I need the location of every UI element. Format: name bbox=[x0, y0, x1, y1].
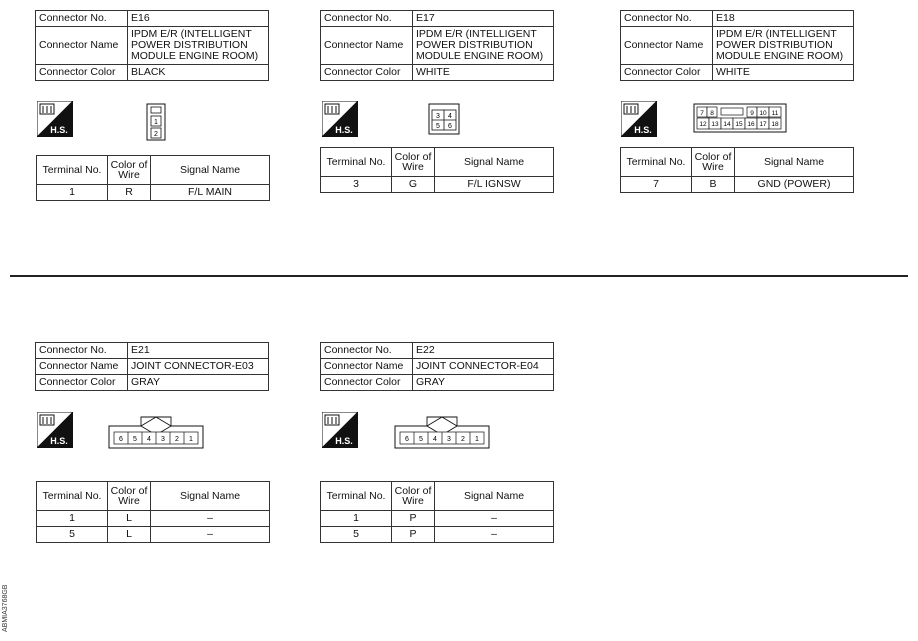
section-divider bbox=[10, 275, 908, 277]
connector-no-label: Connector No. bbox=[321, 343, 413, 359]
connector-no-value: E16 bbox=[128, 11, 269, 27]
terminal-no-header: Terminal No. bbox=[321, 482, 392, 511]
connector-face-e16 bbox=[146, 103, 166, 141]
face-terminal: 2 bbox=[461, 436, 465, 443]
face-terminal: 5 bbox=[436, 123, 440, 130]
connector-face-e21 bbox=[108, 414, 204, 450]
terminal-no-cell: 3 bbox=[321, 177, 392, 193]
terminal-no-cell: 7 bbox=[621, 177, 692, 193]
connector-color-label: Connector Color bbox=[36, 65, 128, 81]
hs-label: H.S. bbox=[335, 125, 353, 135]
terminal-table bbox=[36, 155, 270, 201]
connector-color-value: GRAY bbox=[128, 375, 269, 391]
table-row bbox=[37, 185, 270, 201]
signal-name-cell: F/L MAIN bbox=[151, 185, 270, 201]
connector-no-value: E21 bbox=[128, 343, 269, 359]
connector-info-table bbox=[320, 342, 554, 391]
hs-harness-side-icon bbox=[322, 412, 358, 448]
wire-color-cell: L bbox=[108, 527, 151, 543]
connector-no-value: E18 bbox=[713, 11, 854, 27]
connector-name-value: IPDM E/R (INTELLIGENT POWER DISTRIBUTION MODULE ENGINE ROOM) bbox=[713, 27, 854, 65]
connector-face-e17 bbox=[428, 103, 460, 135]
table-row bbox=[37, 511, 270, 527]
face-terminal: 15 bbox=[735, 121, 743, 128]
signal-name-header: Signal Name bbox=[151, 156, 270, 185]
face-terminal: 1 bbox=[189, 436, 193, 443]
face-terminal: 14 bbox=[723, 121, 731, 128]
table-row bbox=[321, 177, 554, 193]
connector-color-label: Connector Color bbox=[321, 375, 413, 391]
face-terminal: 2 bbox=[175, 436, 179, 443]
face-terminal: 4 bbox=[448, 113, 452, 120]
connector-no-label: Connector No. bbox=[36, 11, 128, 27]
hs-harness-side-icon bbox=[37, 412, 73, 448]
table-row bbox=[621, 177, 854, 193]
hs-harness-side-icon bbox=[37, 101, 73, 137]
face-terminal: 11 bbox=[771, 110, 779, 117]
hs-harness-side-icon bbox=[322, 101, 358, 137]
wire-color-cell: B bbox=[692, 177, 735, 193]
signal-name-cell: F/L IGNSW bbox=[435, 177, 554, 193]
connector-no-value: E17 bbox=[413, 11, 554, 27]
face-terminal: 12 bbox=[699, 121, 707, 128]
hs-label: H.S. bbox=[50, 125, 68, 135]
connector-no-label: Connector No. bbox=[321, 11, 413, 27]
signal-name-cell: – bbox=[435, 527, 554, 543]
face-terminal: 18 bbox=[771, 121, 779, 128]
face-terminal: 2 bbox=[154, 131, 158, 138]
face-terminal: 7 bbox=[700, 110, 704, 117]
connector-name-label: Connector Name bbox=[321, 27, 413, 65]
face-terminal: 6 bbox=[119, 436, 123, 443]
wire-color-header: Color of Wire bbox=[392, 482, 435, 511]
face-terminal: 1 bbox=[475, 436, 479, 443]
figure-id: ABMIA3768GB bbox=[2, 584, 9, 632]
connector-name-value: IPDM E/R (INTELLIGENT POWER DISTRIBUTION MODULE ENGINE ROOM) bbox=[413, 27, 554, 65]
wire-color-header: Color of Wire bbox=[108, 156, 151, 185]
face-terminal: 17 bbox=[759, 121, 767, 128]
connector-color-label: Connector Color bbox=[36, 375, 128, 391]
connector-name-label: Connector Name bbox=[36, 27, 128, 65]
terminal-no-header: Terminal No. bbox=[37, 482, 108, 511]
connector-no-label: Connector No. bbox=[621, 11, 713, 27]
face-terminal: 3 bbox=[436, 113, 440, 120]
wire-color-header: Color of Wire bbox=[692, 148, 735, 177]
connector-name-label: Connector Name bbox=[36, 359, 128, 375]
connector-info-table bbox=[620, 10, 854, 81]
terminal-table bbox=[320, 481, 554, 543]
connector-color-value: GRAY bbox=[413, 375, 554, 391]
face-terminal: 9 bbox=[750, 110, 754, 117]
connector-color-value: BLACK bbox=[128, 65, 269, 81]
wire-color-header: Color of Wire bbox=[392, 148, 435, 177]
face-terminal: 8 bbox=[710, 110, 714, 117]
connector-color-value: WHITE bbox=[713, 65, 854, 81]
table-row bbox=[321, 527, 554, 543]
wire-color-cell: L bbox=[108, 511, 151, 527]
face-terminal: 1 bbox=[154, 119, 158, 126]
face-terminal: 10 bbox=[759, 110, 767, 117]
wire-color-header: Color of Wire bbox=[108, 482, 151, 511]
face-terminal: 13 bbox=[711, 121, 719, 128]
terminal-no-header: Terminal No. bbox=[321, 148, 392, 177]
face-terminal: 5 bbox=[419, 436, 423, 443]
wire-color-cell: R bbox=[108, 185, 151, 201]
terminal-table bbox=[320, 147, 554, 193]
signal-name-cell: – bbox=[435, 511, 554, 527]
connector-name-value: IPDM E/R (INTELLIGENT POWER DISTRIBUTION MODULE ENGINE ROOM) bbox=[128, 27, 269, 65]
terminal-no-cell: 5 bbox=[321, 527, 392, 543]
wire-color-cell: P bbox=[392, 527, 435, 543]
terminal-table bbox=[36, 481, 270, 543]
terminal-no-cell: 1 bbox=[37, 185, 108, 201]
connector-info-table bbox=[35, 342, 269, 391]
connector-face-e18 bbox=[693, 103, 787, 133]
connector-name-label: Connector Name bbox=[321, 359, 413, 375]
signal-name-cell: – bbox=[151, 527, 270, 543]
terminal-no-header: Terminal No. bbox=[621, 148, 692, 177]
table-row bbox=[37, 527, 270, 543]
terminal-table bbox=[620, 147, 854, 193]
face-terminal: 4 bbox=[147, 436, 151, 443]
connector-color-label: Connector Color bbox=[621, 65, 713, 81]
connector-name-value: JOINT CONNECTOR-E03 bbox=[128, 359, 269, 375]
connector-info-table bbox=[35, 10, 269, 81]
face-terminal: 4 bbox=[433, 436, 437, 443]
signal-name-header: Signal Name bbox=[735, 148, 854, 177]
terminal-no-cell: 1 bbox=[37, 511, 108, 527]
connector-color-label: Connector Color bbox=[321, 65, 413, 81]
connector-name-label: Connector Name bbox=[621, 27, 713, 65]
signal-name-cell: GND (POWER) bbox=[735, 177, 854, 193]
face-terminal: 3 bbox=[161, 436, 165, 443]
connector-color-value: WHITE bbox=[413, 65, 554, 81]
face-terminal: 3 bbox=[447, 436, 451, 443]
signal-name-header: Signal Name bbox=[435, 482, 554, 511]
connector-info-table bbox=[320, 10, 554, 81]
terminal-no-cell: 5 bbox=[37, 527, 108, 543]
hs-label: H.S. bbox=[335, 436, 353, 446]
connector-name-value: JOINT CONNECTOR-E04 bbox=[413, 359, 554, 375]
face-terminal: 6 bbox=[448, 123, 452, 130]
connector-face-e22 bbox=[394, 414, 490, 450]
face-terminal: 6 bbox=[405, 436, 409, 443]
terminal-no-header: Terminal No. bbox=[37, 156, 108, 185]
connector-no-value: E22 bbox=[413, 343, 554, 359]
face-terminal: 5 bbox=[133, 436, 137, 443]
hs-label: H.S. bbox=[634, 125, 652, 135]
hs-label: H.S. bbox=[50, 436, 68, 446]
face-terminal: 16 bbox=[747, 121, 755, 128]
terminal-no-cell: 1 bbox=[321, 511, 392, 527]
table-row bbox=[321, 511, 554, 527]
wire-color-cell: G bbox=[392, 177, 435, 193]
wire-color-cell: P bbox=[392, 511, 435, 527]
hs-harness-side-icon bbox=[621, 101, 657, 137]
signal-name-cell: – bbox=[151, 511, 270, 527]
signal-name-header: Signal Name bbox=[151, 482, 270, 511]
signal-name-header: Signal Name bbox=[435, 148, 554, 177]
connector-no-label: Connector No. bbox=[36, 343, 128, 359]
